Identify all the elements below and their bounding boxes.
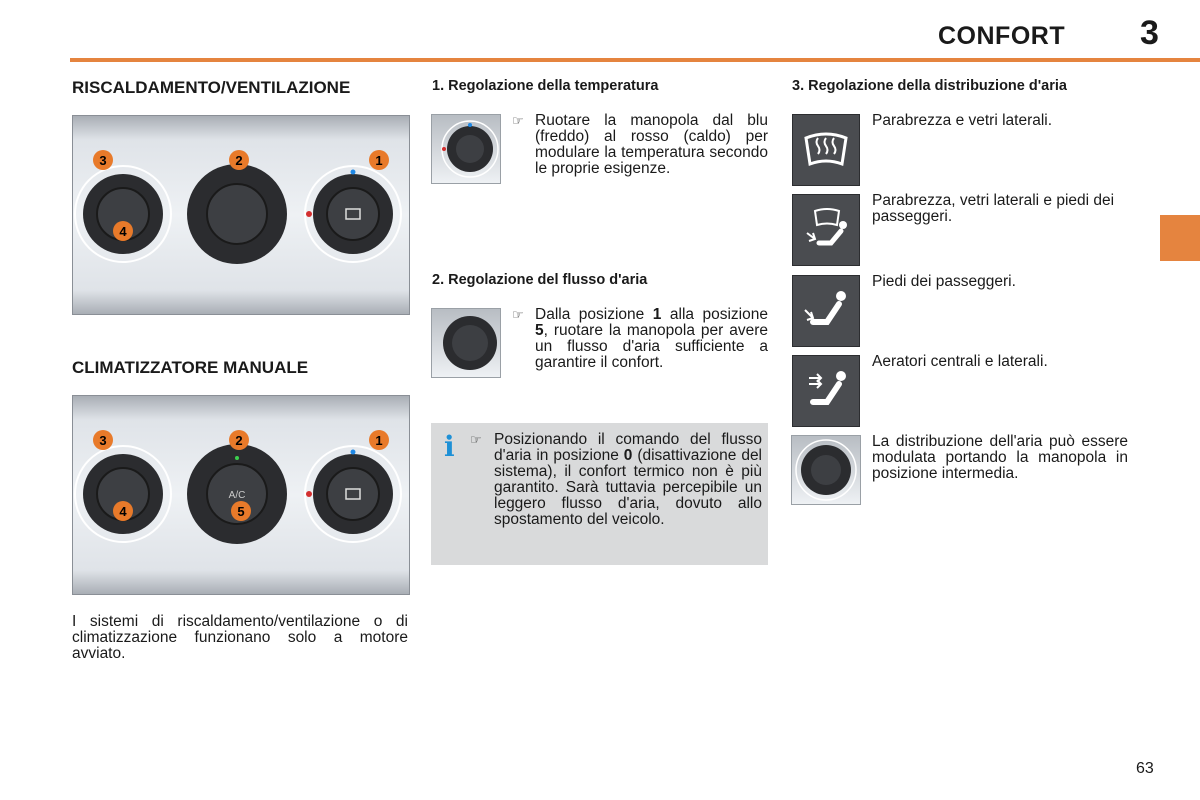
chapter-number: 3 (1140, 14, 1159, 52)
chapter-side-tab (1160, 215, 1200, 261)
windscreen-feet-icon (792, 194, 860, 266)
distribution-item-1: Parabrezza e vetri laterali. (872, 112, 1053, 129)
airflow-text: Dalla posizione 1 alla posizione 5, ruotare la manopola per avere un flusso d'aria sufficiente a garantire il confort. (535, 306, 768, 371)
header-rule (70, 58, 1200, 62)
heating-heading: RISCALDAMENTO/VENTILAZIONE (72, 78, 351, 97)
engine-note: I sistemi di riscaldamento/ventilazione o di climatizzazione funzionano solo a motore avviato. (72, 613, 408, 662)
feet-icon (792, 275, 860, 347)
info-text: Posizionando il comando del flusso d'aria in posizione 0 (disattivazione del sistema), il confort termico non è più garantito. Sarà tuttavia percepibile un leggero flusso d'aria, dovuto allo spostamento del veicolo. (494, 431, 763, 528)
face-vents-icon (792, 355, 860, 427)
ac-button-label: A/C (228, 490, 246, 501)
distribution-item-2: Parabrezza, vetri laterali e piedi dei passeggeri. (872, 192, 1115, 225)
chapter-title: CONFORT (938, 22, 1066, 50)
distribution-item-3: Piedi dei passeggeri. (872, 273, 1016, 290)
callout-3-label: 3 (99, 153, 107, 168)
temperature-knob-image (431, 114, 501, 184)
callout-3-label: 3 (99, 433, 107, 448)
page-number: 63 (1136, 760, 1154, 777)
temperature-heading: 1. Regolazione della temperatura (432, 78, 659, 94)
info-icon: i (444, 430, 455, 463)
temperature-text: Ruotare la manopola dal blu (freddo) al rosso (caldo) per modulare la temperatura secondo le proprie esigenze. (535, 112, 768, 177)
callout-2-label: 2 (235, 153, 243, 168)
pointer-icon: ☞ (512, 113, 524, 128)
ac-heading: CLIMATIZZATORE MANUALE (72, 358, 309, 377)
pointer-icon: ☞ (470, 432, 482, 447)
ac-panel-photo (72, 395, 410, 595)
windscreen-demist-icon (792, 114, 860, 186)
distribution-item-4: Aeratori centrali e laterali. (872, 353, 1048, 370)
pointer-icon: ☞ (512, 307, 524, 322)
distribution-item-5: La distribuzione dell'aria può essere modulata portando la manopola in posizione intermedia. (872, 433, 1128, 482)
callout-1-label: 1 (375, 433, 383, 448)
callout-5-label: 5 (237, 504, 245, 519)
callout-2-label: 2 (235, 433, 243, 448)
airflow-knob-image (431, 308, 501, 378)
callout-4-label: 4 (119, 224, 127, 239)
heating-panel-photo (72, 115, 410, 315)
distribution-knob-icon (791, 435, 861, 505)
airflow-heading: 2. Regolazione del flusso d'aria (432, 272, 648, 288)
distribution-heading: 3. Regolazione della distribuzione d'aria (792, 78, 1067, 94)
callout-4-label: 4 (119, 504, 127, 519)
callout-1-label: 1 (375, 153, 383, 168)
